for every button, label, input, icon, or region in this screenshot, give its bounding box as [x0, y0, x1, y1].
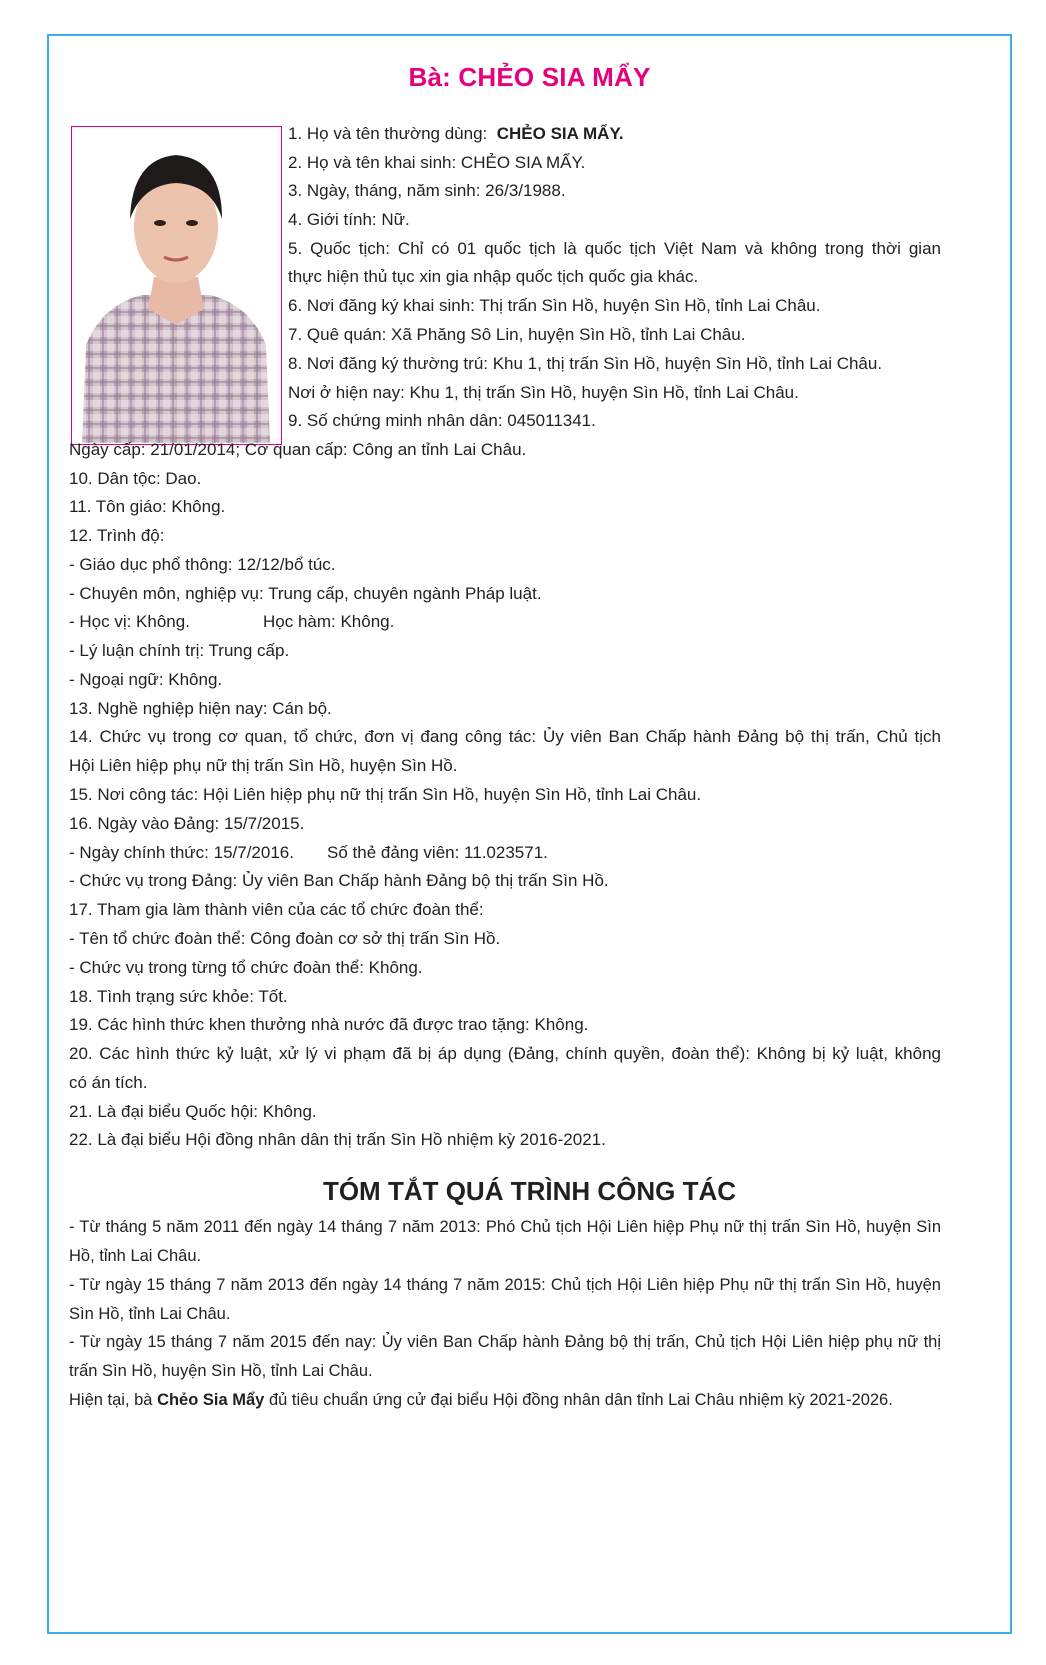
summary-line-3b: trấn Sìn Hồ, huyện Sìn Hồ, tỉnh Lai Châu.: [69, 1362, 373, 1380]
candidate-name-bold: Chẻo Sia Mẩy: [157, 1391, 265, 1409]
portrait-photo: [71, 126, 282, 445]
summary-line-3a: - Từ ngày 15 tháng 7 năm 2015 đến nay: Ủy viên Ban Chấp hành Đảng bộ thị trấn, Chủ tịch Hội Liên hiệp phụ nữ thị: [69, 1333, 941, 1351]
info-line-8b: Nơi ở hiện nay: Khu 1, thị trấn Sìn Hồ, huyện Sìn Hồ, tỉnh Lai Châu.: [288, 383, 799, 402]
info-line-12: 12. Trình độ:: [69, 526, 165, 545]
info-line-18: 18. Tình trạng sức khỏe: Tốt.: [69, 987, 288, 1006]
info-line-12d: - Lý luận chính trị: Trung cấp.: [69, 641, 290, 660]
info-line-9: 9. Số chứng minh nhân dân: 045011341.: [288, 411, 596, 430]
info-line-17a: - Tên tổ chức đoàn thể: Công đoàn cơ sở thị trấn Sìn Hồ.: [69, 929, 501, 948]
info-line-11: 11. Tôn giáo: Không.: [69, 497, 226, 516]
info-line-10: 10. Dân tộc: Dao.: [69, 469, 202, 488]
info-line-12c-title: Học hàm: Không.: [263, 612, 395, 631]
info-line-7: 7. Quê quán: Xã Phăng Sô Lin, huyện Sìn Hồ, tỉnh Lai Châu.: [288, 325, 746, 344]
info-line-12e: - Ngoại ngữ: Không.: [69, 670, 223, 689]
info-line-16a-date: - Ngày chính thức: 15/7/2016.: [69, 843, 294, 862]
info-line-9b: Ngày cấp: 21/01/2014; Cơ quan cấp: Công an tỉnh Lai Châu.: [69, 440, 527, 459]
summary-line-2b: Sìn Hồ, tỉnh Lai Châu.: [69, 1305, 231, 1323]
info-line-8: 8. Nơi đăng ký thường trú: Khu 1, thị trấn Sìn Hồ, huyện Sìn Hồ, tỉnh Lai Châu.: [288, 354, 883, 373]
info-line-16b: - Chức vụ trong Đảng: Ủy viên Ban Chấp hành Đảng bộ thị trấn Sìn Hồ.: [69, 871, 609, 890]
info-line-1: 1. Họ và tên thường dùng: CHẺO SIA MẨY.: [288, 124, 624, 143]
info-line-16: 16. Ngày vào Đảng: 15/7/2015.: [69, 814, 305, 833]
info-line-12b: - Chuyên môn, nghiệp vụ: Trung cấp, chuyên ngành Pháp luật.: [69, 584, 542, 603]
common-name: CHẺO SIA MẨY.: [496, 124, 624, 143]
summary-line-1b: Hồ, tỉnh Lai Châu.: [69, 1247, 202, 1265]
info-line-20b: có án tích.: [69, 1073, 148, 1092]
info-line-3: 3. Ngày, tháng, năm sinh: 26/3/1988.: [288, 181, 566, 200]
info-line-5a: 5. Quốc tịch: Chỉ có 01 quốc tịch là quốc tịch Việt Nam và không trong thời gian: [288, 239, 941, 258]
info-line-14b: Hội Liên hiệp phụ nữ thị trấn Sìn Hồ, huyện Sìn Hồ.: [69, 756, 458, 775]
info-line-6: 6. Nơi đăng ký khai sinh: Thị trấn Sìn Hồ, huyện Sìn Hồ, tỉnh Lai Châu.: [288, 296, 821, 315]
summary-line-2a: - Từ ngày 15 tháng 7 năm 2013 đến ngày 14 tháng 7 năm 2015: Chủ tịch Hội Liên hiệp Phụ nữ thị trấn Sìn Hồ, huyện: [69, 1276, 941, 1294]
info-line-12c-degree: - Học vị: Không.: [69, 612, 190, 631]
portrait-image: [72, 127, 280, 443]
info-line-22: 22. Là đại biểu Hội đồng nhân dân thị trấn Sìn Hồ nhiệm kỳ 2016-2021.: [69, 1130, 606, 1149]
info-line-13: 13. Nghề nghiệp hiện nay: Cán bộ.: [69, 699, 332, 718]
info-line-12a: - Giáo dục phổ thông: 12/12/bổ túc.: [69, 555, 336, 574]
summary-conclusion: Hiện tại, bà Chẻo Sia Mẩy đủ tiêu chuẩn ứng cử đại biểu Hội đồng nhân dân tỉnh Lai Châu nhiệm kỳ 2021-2026.: [69, 1391, 893, 1409]
info-line-21: 21. Là đại biểu Quốc hội: Không.: [69, 1102, 317, 1121]
info-line-20a: 20. Các hình thức kỷ luật, xử lý vi phạm đã bị áp dụng (Đảng, chính quyền, đoàn thể): Không bị kỷ luật, không: [69, 1044, 941, 1063]
info-line-17: 17. Tham gia làm thành viên của các tổ chức đoàn thể:: [69, 900, 484, 919]
info-line-5b: thực hiện thủ tục xin gia nhập quốc tịch quốc gia khác.: [288, 267, 699, 286]
summary-heading: TÓM TẮT QUÁ TRÌNH CÔNG TÁC: [322, 1176, 737, 1206]
info-line-19: 19. Các hình thức khen thưởng nhà nước đã được trao tặng: Không.: [69, 1015, 589, 1034]
info-line-16a-card: Số thẻ đảng viên: 11.023571.: [327, 843, 548, 862]
info-line-4: 4. Giới tính: Nữ.: [288, 210, 410, 229]
info-line-15: 15. Nơi công tác: Hội Liên hiệp phụ nữ thị trấn Sìn Hồ, huyện Sìn Hồ, tỉnh Lai Châu.: [69, 785, 702, 804]
info-line-14a: 14. Chức vụ trong cơ quan, tổ chức, đơn vị đang công tác: Ủy viên Ban Chấp hành Đảng bộ thị trấn, Chủ tịch: [69, 727, 941, 746]
summary-line-1a: - Từ tháng 5 năm 2011 đến ngày 14 tháng 7 năm 2013: Phó Chủ tịch Hội Liên hiệp Phụ nữ thị trấn Sìn Hồ, huyện Sìn: [69, 1218, 941, 1236]
candidate-title: Bà: CHẺO SIA MẨY: [408, 62, 651, 92]
info-line-2: 2. Họ và tên khai sinh: CHẺO SIA MẨY.: [288, 153, 586, 172]
info-line-17b: - Chức vụ trong từng tổ chức đoàn thể: Không.: [69, 958, 423, 977]
